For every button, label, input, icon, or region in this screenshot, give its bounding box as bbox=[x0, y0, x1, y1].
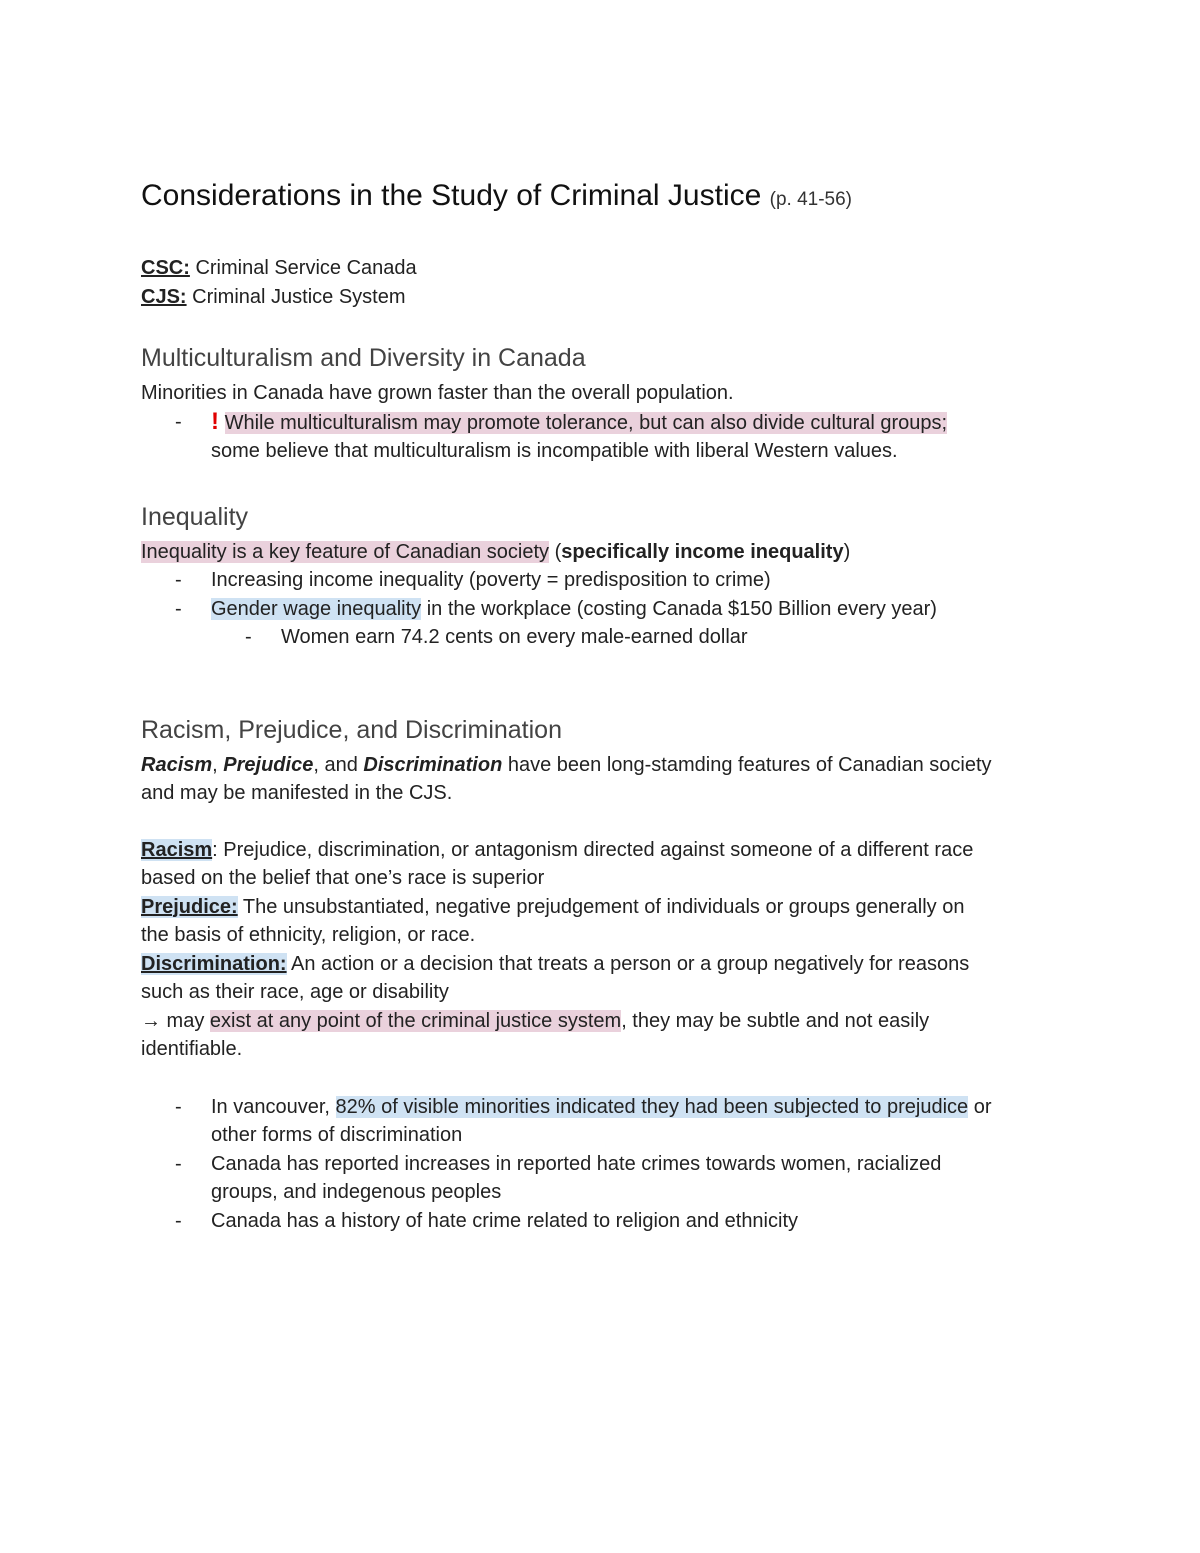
racism-bullet-2-text: Canada has reported increases in reported hate crimes towards women, racialized bbox=[211, 1152, 942, 1175]
bullet-dash: - bbox=[175, 597, 182, 620]
multi-bullet-rest: some believe that multiculturalism is incompatible with liberal Western values. bbox=[211, 440, 898, 462]
inequality-intro-bold: specifically income inequality bbox=[561, 540, 844, 563]
term-prejudice: Prejudice bbox=[223, 753, 314, 776]
inequality-bullet-2 bbox=[141, 595, 1071, 624]
racism-bullet-1-line2: other forms of discrimination bbox=[211, 1124, 463, 1146]
inequality-subbullet-text: Women earn 74.2 cents on every male-earned dollar bbox=[281, 626, 748, 648]
racism-bullet-1-highlight: 82% of visible minorities indicated they had been subjected to prejudice bbox=[335, 1095, 969, 1118]
racism-intro-rest: have been long-stamding features of Canadian society bbox=[502, 753, 992, 776]
inequality-bullet-1-text: Increasing income inequality (poverty = predisposition to crime) bbox=[211, 569, 771, 591]
inequality-subbullet bbox=[141, 623, 1071, 652]
heading-multiculturalism: Multiculturalism and Diversity in Canada bbox=[141, 344, 586, 372]
arrow-note bbox=[141, 1007, 1071, 1036]
abbrev-csc bbox=[141, 254, 1071, 283]
inequality-intro-highlight: Inequality is a key feature of Canadian society bbox=[141, 540, 550, 563]
abbrev-cjs bbox=[141, 283, 1071, 312]
def-prejudice-text: The unsubstantiated, negative prejudgement of individuals or groups generally on bbox=[237, 895, 965, 918]
title-page-range: (p. 41-56) bbox=[769, 189, 853, 210]
def-prejudice-line2: the basis of ethnicity, religion, or race. bbox=[141, 924, 476, 946]
bullet-dash: - bbox=[245, 626, 252, 648]
bullet-dash: - bbox=[175, 1209, 182, 1232]
def-discrimination bbox=[141, 950, 1071, 979]
heading-racism: Racism, Prejudice, and Discrimination bbox=[141, 715, 562, 744]
paren-close: ) bbox=[843, 540, 851, 563]
def-discrimination-term: Discrimination: bbox=[141, 952, 287, 975]
multi-intro: Minorities in Canada have grown faster than the overall population. bbox=[141, 382, 734, 404]
def-prejudice-term: Prejudice: bbox=[141, 895, 238, 918]
racism-bullet-2-line2: groups, and indegenous peoples bbox=[211, 1181, 502, 1203]
def-racism-line2: based on the belief that one’s race is superior bbox=[141, 867, 545, 889]
arrow-note-pre: → may bbox=[141, 1009, 210, 1032]
inequality-bullet-2-highlight: Gender wage inequality bbox=[211, 597, 422, 620]
inequality-bullet-1 bbox=[141, 566, 1071, 595]
multi-bullet-highlight: While multiculturalism may promote tolerance, but can also divide cultural groups; bbox=[224, 411, 948, 434]
abbrev-def-csc: Criminal Service Canada bbox=[189, 257, 417, 279]
exclamation-icon: ! bbox=[211, 407, 219, 435]
racism-bullet-1 bbox=[141, 1093, 1071, 1150]
title-text: Considerations in the Study of Criminal Justice bbox=[141, 179, 762, 212]
racism-bullet-1-pre: In vancouver, bbox=[211, 1095, 336, 1118]
def-racism bbox=[141, 836, 1071, 865]
arrow-note-line2: identifiable. bbox=[141, 1038, 243, 1060]
def-discrimination-text: An action or a decision that treats a person or a group negatively for reasons bbox=[286, 952, 970, 975]
abbrev-term-cjs: CJS: bbox=[141, 285, 187, 308]
paren-open: ( bbox=[549, 540, 562, 563]
page-title bbox=[141, 174, 1071, 222]
term-discrimination: Discrimination bbox=[363, 753, 503, 776]
document-body bbox=[141, 174, 1071, 1235]
racism-bullet-3-text: Canada has a history of hate crime related to religion and ethnicity bbox=[211, 1209, 799, 1232]
abbrev-term-csc: CSC: bbox=[141, 257, 190, 279]
multi-bullet bbox=[141, 408, 1071, 466]
abbrev-def-cjs: Criminal Justice System bbox=[186, 285, 406, 308]
bullet-dash: - bbox=[175, 410, 182, 433]
bullet-dash: - bbox=[175, 569, 182, 591]
racism-intro bbox=[141, 751, 1071, 780]
separator: , and bbox=[313, 753, 364, 776]
inequality-bullet-2-rest: in the workplace (costing Canada $150 Billion every year) bbox=[421, 597, 937, 620]
def-racism-text: Prejudice, discrimination, or antagonism directed against someone of a different race bbox=[217, 838, 974, 861]
def-discrimination-line2: such as their race, age or disability bbox=[141, 981, 449, 1003]
def-racism-term: Racism bbox=[141, 838, 213, 861]
separator: , bbox=[212, 753, 224, 776]
racism-intro-line2: and may be manifested in the CJS. bbox=[141, 782, 453, 804]
arrow-note-post: , they may be subtle and not easily bbox=[621, 1009, 930, 1032]
bullet-dash: - bbox=[175, 1095, 182, 1118]
racism-bullet-3 bbox=[141, 1207, 1071, 1236]
term-racism: Racism bbox=[141, 753, 213, 776]
colon: : bbox=[212, 838, 218, 861]
arrow-note-highlight: exist at any point of the criminal justice system bbox=[209, 1009, 622, 1032]
heading-inequality: Inequality bbox=[141, 502, 249, 531]
def-prejudice bbox=[141, 893, 1071, 922]
racism-bullet-2 bbox=[141, 1150, 1071, 1207]
bullet-dash: - bbox=[175, 1152, 182, 1175]
racism-bullet-1-post: or bbox=[968, 1095, 992, 1118]
inequality-intro bbox=[141, 538, 1071, 567]
